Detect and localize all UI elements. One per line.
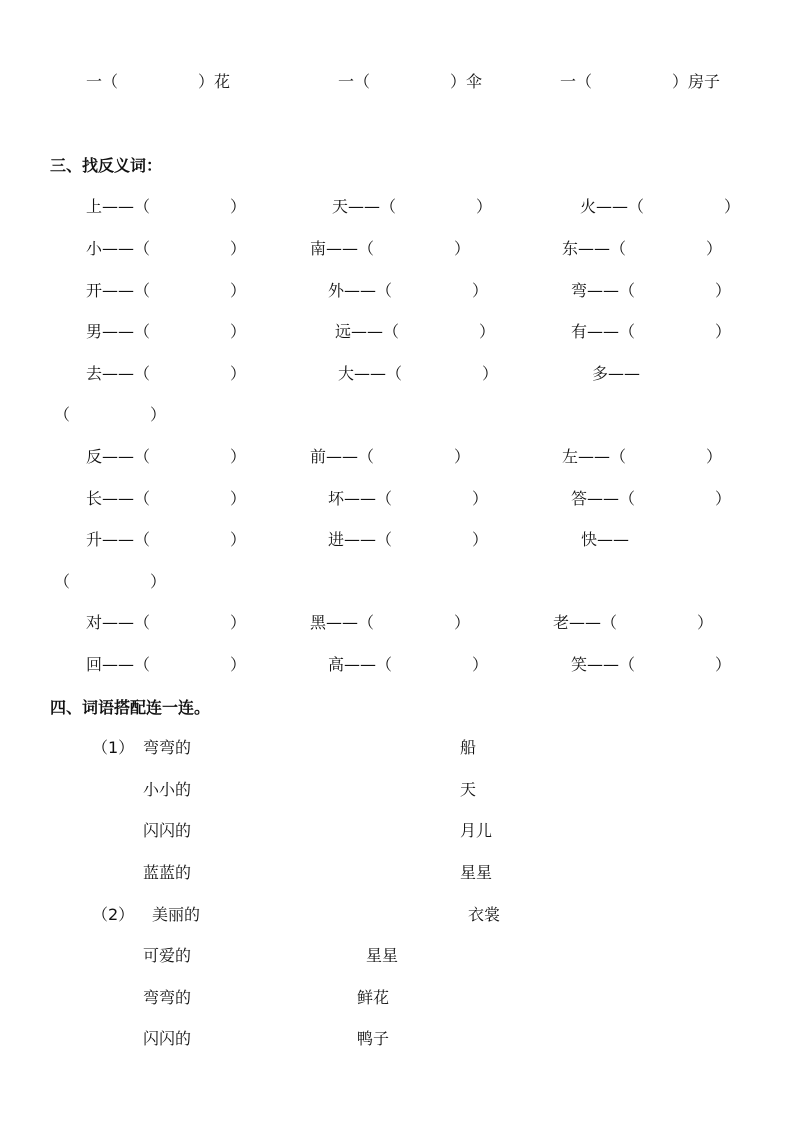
match-right-item: 月儿	[460, 821, 493, 840]
antonym-item: 回——（ ）	[86, 655, 247, 674]
antonym-item: 有——（ ）	[571, 322, 732, 341]
antonym-answer-blank: （ ）	[54, 405, 167, 424]
section4-title: 四、词语搭配连一连。	[50, 698, 211, 717]
match-left-item: 可爱的	[143, 946, 192, 965]
match-right-item: 星星	[366, 946, 399, 965]
antonym-item: 进——（ ）	[328, 530, 489, 549]
antonym-item: 小——（ ）	[86, 239, 247, 258]
group2-number: （2）	[92, 905, 135, 924]
measure-item-house: 一（ ）房子	[560, 72, 721, 91]
section3-title: 三、找反义词：	[50, 156, 163, 175]
antonym-item: 多——	[592, 364, 641, 383]
antonym-item: 升——（ ）	[86, 530, 247, 549]
match-right-item: 鲜花	[357, 988, 390, 1007]
match-right-item: 鸭子	[357, 1029, 390, 1048]
antonym-item: 笑——（ ）	[571, 655, 732, 674]
antonym-item: 开——（ ）	[86, 281, 247, 300]
antonym-item: 左——（ ）	[562, 447, 723, 466]
antonym-item: 天——（ ）	[332, 197, 493, 216]
group1-number: （1）	[92, 738, 135, 757]
antonym-item: 坏——（ ）	[328, 489, 489, 508]
match-right-item: 衣裳	[468, 905, 501, 924]
antonym-item: 火——（ ）	[580, 197, 741, 216]
antonym-item: 高——（ ）	[328, 655, 489, 674]
antonym-item: 男——（ ）	[86, 322, 247, 341]
match-right-item: 天	[460, 780, 477, 799]
match-left-item: 蓝蓝的	[143, 863, 192, 882]
match-right-item: 星星	[460, 863, 493, 882]
measure-item-umbrella: 一（ ）伞	[338, 72, 483, 91]
antonym-item: 上——（ ）	[86, 197, 247, 216]
match-left-item: 闪闪的	[143, 821, 192, 840]
match-left-item: 美丽的	[152, 905, 201, 924]
antonym-item: 弯——（ ）	[571, 281, 732, 300]
antonym-item: 快——	[581, 530, 630, 549]
antonym-item: 对——（ ）	[86, 613, 247, 632]
antonym-item: 南——（ ）	[310, 239, 471, 258]
antonym-item: 去——（ ）	[86, 364, 247, 383]
measure-item-flower: 一（ ）花	[86, 72, 231, 91]
antonym-item: 前——（ ）	[310, 447, 471, 466]
antonym-answer-blank: （ ）	[54, 572, 167, 591]
antonym-item: 东——（ ）	[562, 239, 723, 258]
antonym-item: 远——（ ）	[335, 322, 496, 341]
match-left-item: 闪闪的	[143, 1029, 192, 1048]
match-right-item: 船	[460, 738, 477, 757]
match-left-item: 小小的	[143, 780, 192, 799]
antonym-item: 大——（ ）	[338, 364, 499, 383]
antonym-item: 黑——（ ）	[310, 613, 471, 632]
match-left-item: 弯弯的	[143, 738, 192, 757]
antonym-item: 长——（ ）	[86, 489, 247, 508]
antonym-item: 反——（ ）	[86, 447, 247, 466]
antonym-item: 外——（ ）	[328, 281, 489, 300]
antonym-item: 老——（ ）	[553, 613, 714, 632]
match-left-item: 弯弯的	[143, 988, 192, 1007]
antonym-item: 答——（ ）	[571, 489, 732, 508]
